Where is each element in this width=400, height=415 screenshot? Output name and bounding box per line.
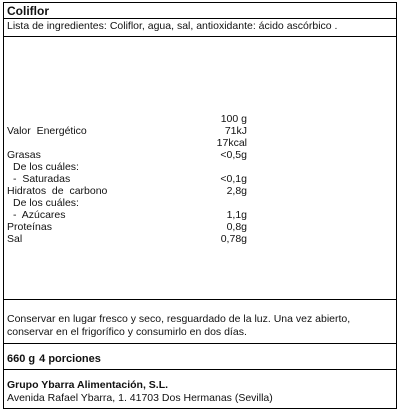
conservation-line: Conservar en lugar fresco y seco, resguardado de la luz. Una vez abierto, xyxy=(7,313,351,325)
nutrient-name: - Azúcares xyxy=(13,209,66,221)
nutrition-divider xyxy=(4,299,396,300)
product-label xyxy=(3,2,397,409)
company-name: Grupo Ybarra Alimentación, S.L. xyxy=(7,379,169,391)
nutrition-header-value: 100 g xyxy=(220,113,247,125)
nutrition-row xyxy=(7,137,247,149)
nutrition-row xyxy=(7,173,247,185)
ingredients-label: Lista de ingredientes: xyxy=(7,20,107,32)
nutrient-name: Sal xyxy=(7,233,23,245)
net-weight-value: 660 g xyxy=(7,353,36,365)
nutrient-name: Hidratos de carbono xyxy=(7,185,108,197)
conservation-line: conservar en el frigorífico y consumirlo en dos días. xyxy=(7,326,247,338)
nutrition-row xyxy=(7,209,247,221)
weight-divider xyxy=(4,369,396,370)
nutrient-value: 0,78g xyxy=(220,233,247,245)
nutrient-name: De los cuáles: xyxy=(13,197,79,209)
nutrition-row xyxy=(7,197,247,209)
ingredients-text: Coliflor, agua, sal, antioxidante: ácido ascórbico . xyxy=(109,20,338,32)
conservation-instructions xyxy=(7,313,387,339)
company-info xyxy=(7,379,273,405)
nutrient-name: - Saturadas xyxy=(13,173,71,185)
title-divider xyxy=(4,18,396,19)
ingredients-list xyxy=(7,20,340,32)
nutrient-name: Proteínas xyxy=(7,221,52,233)
ingredients-divider xyxy=(4,36,396,37)
nutrition-row xyxy=(7,233,247,245)
portions: 4 porciones xyxy=(39,353,101,365)
nutrition-row xyxy=(7,161,247,173)
nutrition-row xyxy=(7,149,247,161)
product-title: Coliflor xyxy=(7,4,49,18)
nutrient-value: 1,1g xyxy=(226,209,247,221)
nutrition-header xyxy=(7,113,247,125)
nutrition-row xyxy=(7,221,247,233)
nutrient-value: 17kcal xyxy=(216,137,247,149)
nutrient-value: <0,1g xyxy=(220,173,247,185)
nutrient-value: 71kJ xyxy=(224,125,247,137)
company-address: Avenida Rafael Ybarra, 1. 41703 Dos Hermanas (Sevilla) xyxy=(7,392,273,404)
nutrition-row xyxy=(7,125,247,137)
net-weight xyxy=(7,353,105,365)
nutrient-name: Valor Energético xyxy=(7,125,87,137)
nutrition-row xyxy=(7,185,247,197)
conservation-divider xyxy=(4,343,396,344)
nutrient-name: De los cuáles: xyxy=(13,161,79,173)
nutrient-value: 0,8g xyxy=(226,221,247,233)
nutrient-value: <0,5g xyxy=(220,149,247,161)
nutrient-value: 2,8g xyxy=(226,185,247,197)
nutrient-name: Grasas xyxy=(7,149,41,161)
